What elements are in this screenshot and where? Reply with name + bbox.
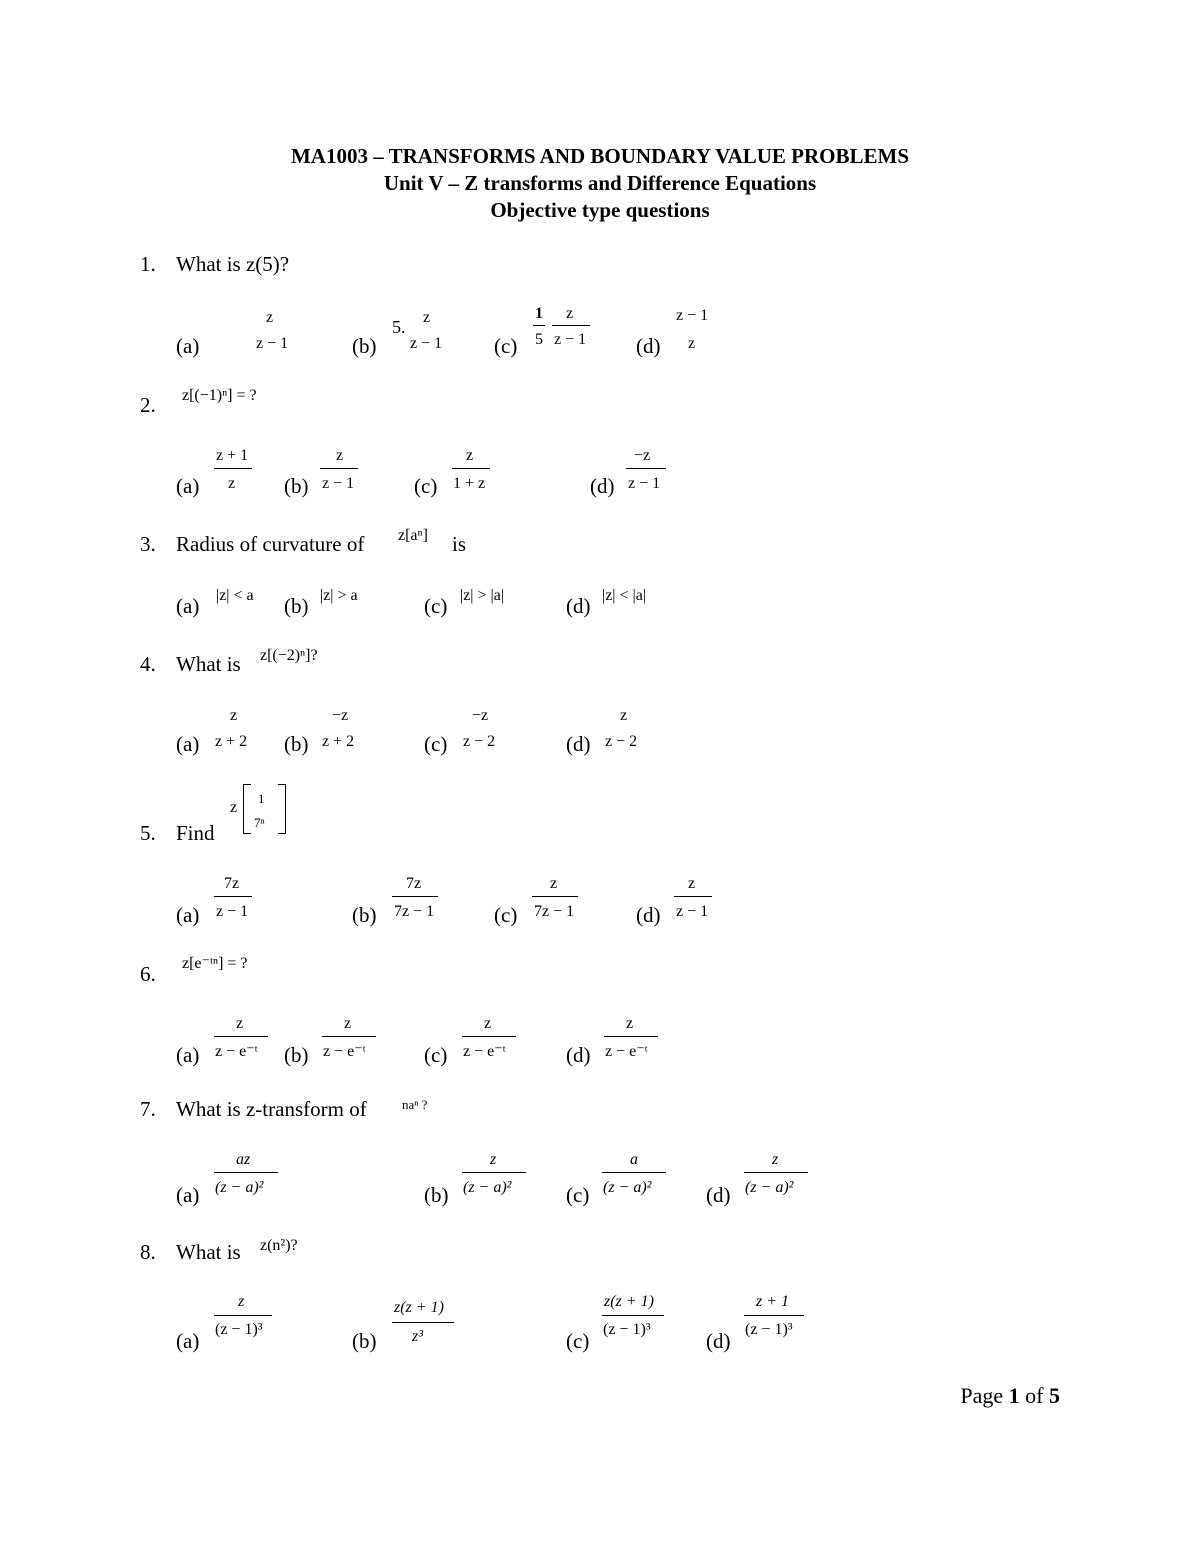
option-d-num: z	[772, 1151, 779, 1168]
option-a-den: (z − a)²	[215, 1179, 264, 1196]
option-b-coef: 5.	[392, 317, 406, 337]
option-d-den: z	[688, 335, 696, 352]
option-a-den: z	[228, 475, 236, 492]
page-footer	[960, 1383, 1060, 1409]
option-c-label: (c)	[424, 732, 448, 756]
question-math-den: 7ⁿ	[254, 815, 265, 830]
option-c-label: (c)	[424, 1043, 448, 1067]
option-a-label: (a)	[176, 334, 200, 358]
option-d-label: (d)	[706, 1329, 731, 1353]
option-a-den: z − 1	[216, 903, 249, 920]
fraction-bar	[744, 1172, 808, 1173]
option-c-expr: |z| > |a|	[460, 587, 505, 604]
page-number: 1	[1008, 1383, 1020, 1408]
option-c-den: 7z − 1	[534, 903, 575, 920]
option-c-label: (c)	[494, 334, 518, 358]
option-b-label: (b)	[284, 732, 309, 756]
option-a-label: (a)	[176, 474, 200, 498]
title-section: Objective type questions	[490, 198, 710, 222]
fraction-bar	[214, 1036, 268, 1037]
question-text: What is	[176, 652, 241, 676]
option-b-label: (b)	[284, 1043, 309, 1067]
option-d-den: z − e⁻ᵗ	[605, 1043, 648, 1060]
option-a-num: z	[236, 1015, 244, 1032]
option-a-num: az	[236, 1151, 251, 1168]
option-c-label: (c)	[414, 474, 438, 498]
option-b-den: (z − a)²	[463, 1179, 512, 1196]
option-d-num: z + 1	[756, 1293, 790, 1310]
title-course: MA1003 – TRANSFORMS AND BOUNDARY VALUE PROBLEMS	[290, 144, 910, 168]
option-b-label: (b)	[352, 903, 377, 927]
option-c-den: (z − a)²	[603, 1179, 652, 1196]
option-b-label: (b)	[284, 474, 309, 498]
question-math: z(n²)?	[260, 1237, 298, 1254]
option-b-den: 7z − 1	[394, 903, 435, 920]
bracket-right-top	[278, 784, 286, 785]
option-c-den: z − 2	[463, 733, 496, 750]
fraction-bar	[744, 1315, 804, 1316]
question-number: 6.	[140, 962, 156, 986]
option-d-expr: |z| < |a|	[602, 587, 647, 604]
question-number: 8.	[140, 1240, 156, 1264]
fraction-bar	[532, 896, 578, 897]
option-a-num: 7z	[224, 875, 240, 892]
page-total: 5	[1049, 1383, 1060, 1408]
question-math-num: 1	[258, 791, 265, 806]
fraction-bar	[604, 1036, 658, 1037]
option-d-label: (d)	[706, 1183, 731, 1207]
option-c-den: 1 + z	[453, 475, 486, 492]
fraction-bar	[674, 896, 712, 897]
question-text: What is z-transform of	[176, 1097, 367, 1121]
question-number: 7.	[140, 1097, 156, 1121]
bracket-left	[243, 784, 244, 834]
question-text: Radius of curvature of	[176, 532, 365, 556]
option-c-num: z	[566, 305, 574, 322]
fraction-bar	[626, 468, 666, 469]
option-b-num: z	[490, 1151, 497, 1168]
option-c-den: (z − 1)³	[603, 1321, 651, 1338]
option-a-label: (a)	[176, 594, 200, 618]
option-a-num: z	[238, 1293, 245, 1310]
option-c-coef-num: 1	[535, 305, 543, 322]
option-d-num: z	[620, 707, 628, 724]
option-c-den: z − e⁻ᵗ	[463, 1043, 506, 1060]
option-d-den: (z − a)²	[745, 1179, 794, 1196]
option-a-label: (a)	[176, 1329, 200, 1353]
fraction-bar	[214, 896, 252, 897]
fraction-bar	[462, 1172, 526, 1173]
question-number: 4.	[140, 652, 156, 676]
question-math: naⁿ ?	[402, 1097, 428, 1112]
option-c-label: (c)	[566, 1183, 590, 1207]
option-b-label: (b)	[352, 334, 377, 358]
fraction-bar	[214, 1172, 278, 1173]
option-a-den: z − 1	[256, 335, 289, 352]
question-math: z[(−2)ⁿ]?	[260, 647, 318, 664]
option-c-den: z − 1	[554, 331, 587, 348]
option-b-den: z − 1	[410, 335, 443, 352]
option-b-expr: |z| > a	[320, 587, 358, 604]
of-word: of	[1025, 1383, 1044, 1408]
option-b-num: 7z	[406, 875, 422, 892]
option-b-num: z	[336, 447, 344, 464]
fraction-bar	[602, 1172, 666, 1173]
option-c-label: (c)	[494, 903, 518, 927]
fraction-bar	[392, 1322, 454, 1323]
option-a-num: z	[266, 309, 274, 326]
fraction-bar	[214, 468, 252, 469]
option-a-label: (a)	[176, 903, 200, 927]
option-d-label: (d)	[636, 334, 661, 358]
bracket-left-bottom	[243, 833, 251, 834]
fraction-bar	[322, 1036, 376, 1037]
fraction-bar	[552, 325, 590, 326]
option-b-den: z − 1	[322, 475, 355, 492]
option-a-den: z − e⁻ᵗ	[215, 1043, 258, 1060]
fraction-bar	[462, 1036, 516, 1037]
option-a-num: z + 1	[216, 447, 249, 464]
option-c-coef-den: 5	[535, 331, 543, 348]
question-math: z[aⁿ]	[398, 527, 428, 544]
option-b-num: z	[344, 1015, 352, 1032]
option-c-num: z	[466, 447, 474, 464]
fraction-bar	[320, 468, 358, 469]
bracket-right-bottom	[278, 833, 286, 834]
option-b-den: z − e⁻ᵗ	[323, 1043, 366, 1060]
option-b-den: z + 2	[322, 733, 355, 750]
option-d-num: z − 1	[676, 307, 709, 324]
option-b-label: (b)	[424, 1183, 449, 1207]
option-b-den: z³	[412, 1328, 424, 1345]
option-d-den: z − 1	[676, 903, 709, 920]
question-number: 1.	[140, 252, 156, 276]
option-c-label: (c)	[566, 1329, 590, 1353]
option-d-label: (d)	[636, 903, 661, 927]
option-b-label: (b)	[352, 1329, 377, 1353]
page-word: Page	[960, 1383, 1004, 1408]
option-a-label: (a)	[176, 732, 200, 756]
option-b-num: −z	[332, 707, 349, 724]
bracket-right	[285, 784, 286, 834]
option-a-num: z	[230, 707, 238, 724]
question-number: 3.	[140, 532, 156, 556]
question-text: What is	[176, 1240, 241, 1264]
fraction-bar	[214, 1315, 272, 1316]
option-b-label: (b)	[284, 594, 309, 618]
question-number: 2.	[140, 393, 156, 417]
title-unit: Unit V – Z transforms and Difference Equations	[383, 171, 817, 195]
option-d-num: −z	[634, 447, 651, 464]
fraction-bar	[392, 896, 438, 897]
option-c-num: z	[484, 1015, 492, 1032]
option-a-label: (a)	[176, 1183, 200, 1207]
question-number: 5.	[140, 821, 156, 845]
option-d-num: z	[688, 875, 696, 892]
question-text-end: is	[452, 532, 467, 556]
option-d-den: z − 2	[605, 733, 638, 750]
option-a-expr: |z| < a	[216, 587, 254, 604]
option-a-den: (z − 1)³	[215, 1321, 263, 1338]
option-d-label: (d)	[590, 474, 615, 498]
option-c-num: z(z + 1)	[604, 1293, 654, 1310]
option-d-num: z	[626, 1015, 634, 1032]
option-c-num: a	[630, 1151, 638, 1168]
option-b-num: z	[423, 309, 431, 326]
option-d-label: (d)	[566, 732, 591, 756]
question-text: Find	[176, 821, 215, 845]
question-text: What is z(5)?	[176, 252, 290, 276]
option-a-den: z + 2	[215, 733, 248, 750]
question-math: z[e⁻ᵗⁿ] = ?	[182, 955, 248, 972]
option-b-num: z(z + 1)	[394, 1299, 444, 1316]
option-d-den: z − 1	[628, 475, 661, 492]
option-c-label: (c)	[424, 594, 448, 618]
question-math-op: z	[230, 799, 238, 816]
fraction-bar	[452, 468, 490, 469]
option-d-label: (d)	[566, 594, 591, 618]
option-c-num: −z	[472, 707, 489, 724]
option-c-num: z	[550, 875, 558, 892]
fraction-bar	[533, 325, 545, 326]
question-math: z[(−1)ⁿ] = ?	[182, 387, 257, 404]
bracket-left-top	[243, 784, 251, 785]
option-d-den: (z − 1)³	[745, 1321, 793, 1338]
option-d-label: (d)	[566, 1043, 591, 1067]
option-a-label: (a)	[176, 1043, 200, 1067]
fraction-bar	[602, 1315, 664, 1316]
